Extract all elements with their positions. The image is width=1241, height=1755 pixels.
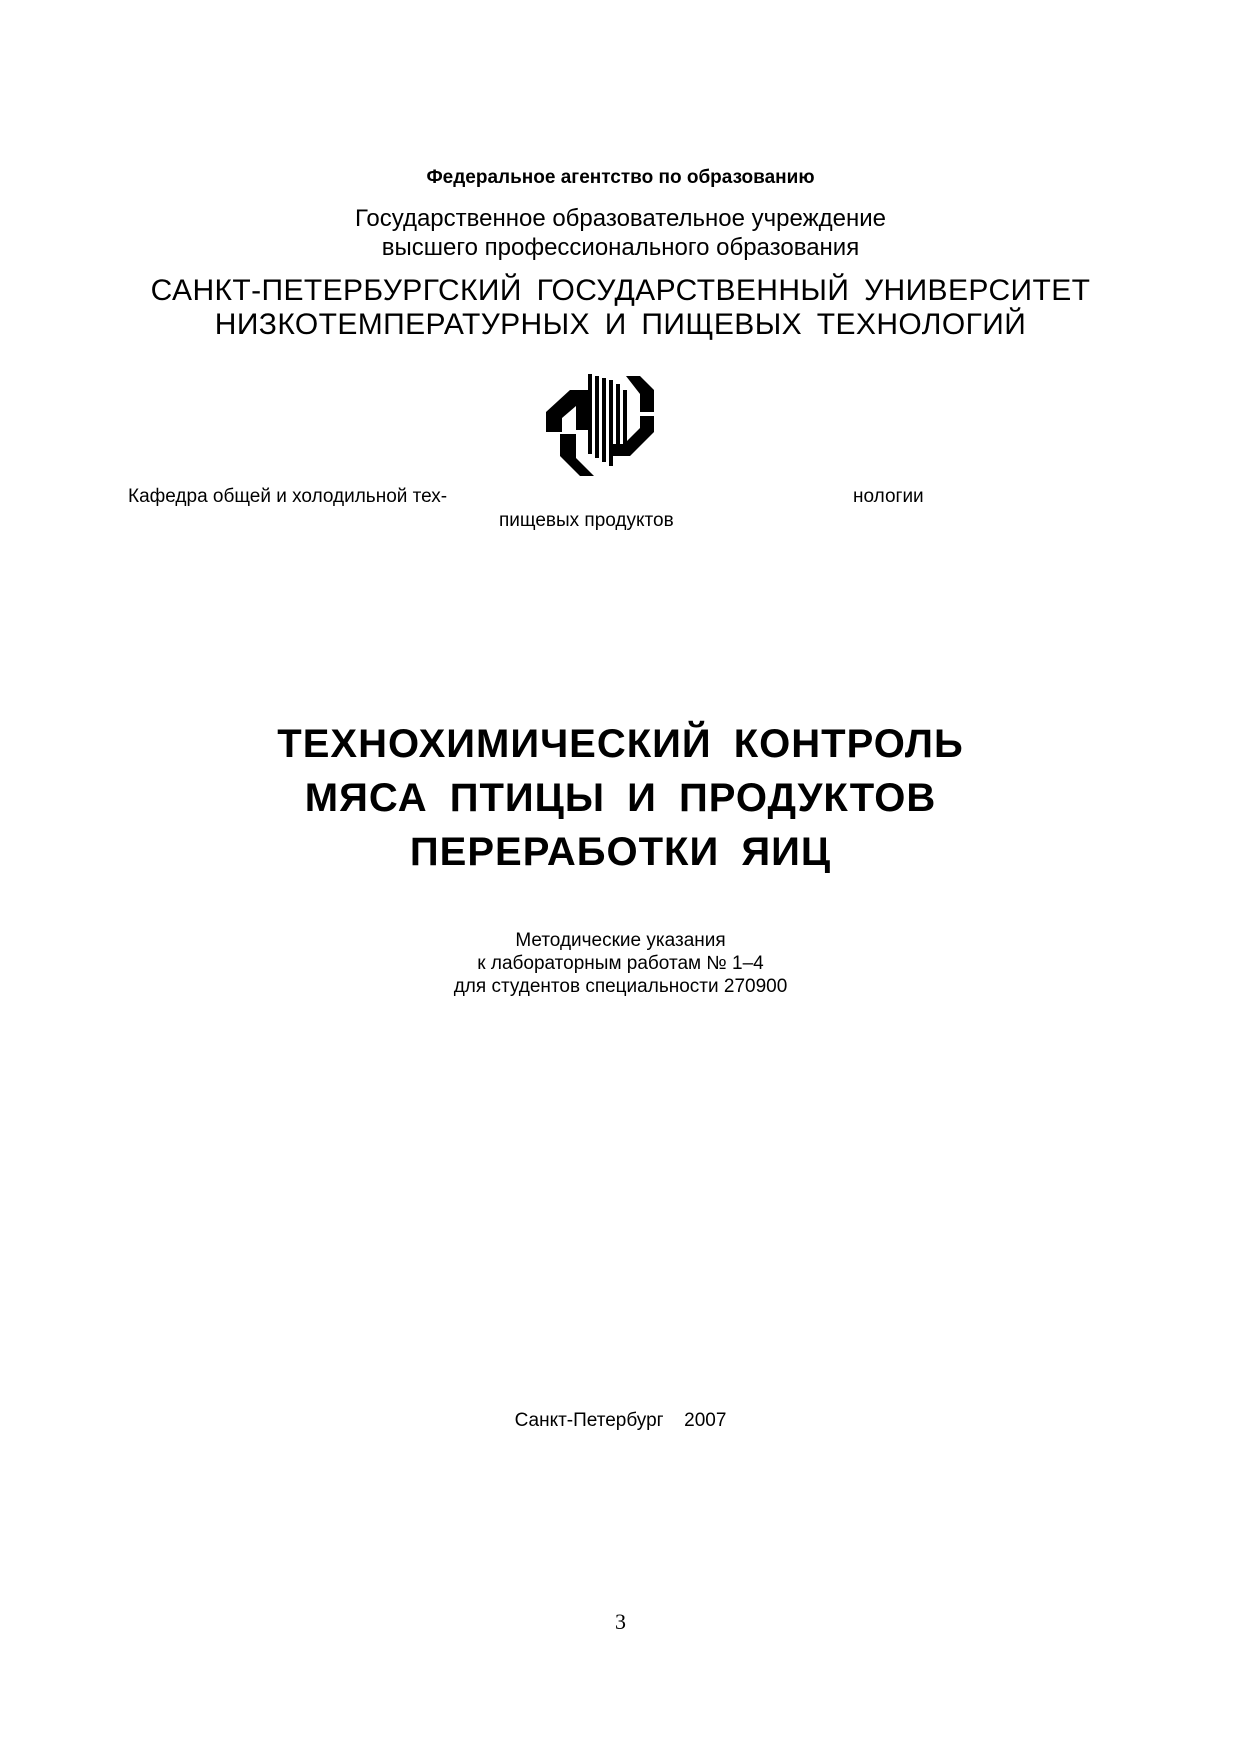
institution-line-1: Государственное образовательное учреждение	[355, 205, 886, 232]
subtitle-line-1: Методические указания	[515, 930, 726, 951]
subtitle-line-2: к лабораторным работам № 1–4	[477, 953, 764, 974]
agency-name: Федеральное агентство по образованию	[426, 167, 815, 188]
department-text-part-1: Кафедра общей и холодильной тех-	[128, 486, 448, 507]
document-title-line-3: ПЕРЕРАБОТКИ ЯИЦ	[409, 830, 832, 874]
university-emblem-icon	[540, 372, 660, 478]
department-text-part-2: нологии	[853, 486, 924, 507]
city-year: Санкт-Петербург 2007	[514, 1410, 727, 1431]
document-title-line-2: МЯСА ПТИЦЫ И ПРОДУКТОВ	[304, 776, 937, 820]
page-number: 3	[615, 1609, 626, 1634]
department-text-part-3: пищевых продуктов	[499, 510, 674, 531]
subtitle-line-3: для студентов специальности 270900	[453, 976, 788, 997]
university-name-line-1: САНКТ-ПЕТЕРБУРГСКИЙ ГОСУДАРСТВЕННЫЙ УНИВЕРСИТЕТ	[150, 274, 1091, 307]
document-title-line-1: ТЕХНОХИМИЧЕСКИЙ КОНТРОЛЬ	[277, 722, 964, 766]
university-name-line-2: НИЗКОТЕМПЕРАТУРНЫХ И ПИЩЕВЫХ ТЕХНОЛОГИЙ	[214, 308, 1027, 341]
institution-line-2: высшего профессионального образования	[381, 234, 860, 261]
